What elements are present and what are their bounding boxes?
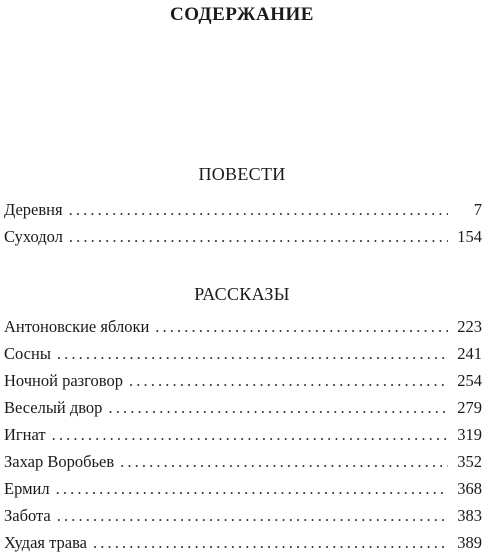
toc-entry[interactable]	[4, 502, 482, 529]
toc-entry[interactable]	[4, 394, 482, 421]
toc-entry-page: 254	[457, 371, 482, 390]
toc-entry-title: Ночной разговор	[4, 371, 123, 390]
toc-entry[interactable]	[4, 367, 482, 394]
toc-entry-page: 241	[457, 344, 482, 363]
toc-entry-page: 383	[457, 506, 482, 525]
toc-entry[interactable]	[4, 313, 482, 340]
toc-entry-title: Худая трава	[4, 533, 87, 552]
toc-entry[interactable]	[4, 223, 482, 250]
toc-entry-title: Сосны	[4, 344, 51, 363]
dot-leader	[129, 367, 448, 394]
toc-entry-title: Захар Воробьев	[4, 452, 115, 471]
toc-list-povesti	[4, 196, 482, 250]
dot-leader	[120, 448, 448, 475]
toc-entry-page: 319	[457, 425, 482, 444]
toc-entry[interactable]	[4, 475, 482, 502]
dot-leader	[69, 223, 448, 250]
dot-leader	[69, 196, 448, 223]
toc-entry-page: 368	[457, 479, 482, 498]
section-heading-rasskazy: РАССКАЗЫ	[194, 284, 290, 304]
page-title: СОДЕРЖАНИЕ	[170, 4, 314, 25]
toc-entry-title: Ермил	[4, 479, 50, 498]
dot-leader	[57, 502, 448, 529]
dot-leader	[155, 313, 448, 340]
toc-list-rasskazy	[4, 313, 482, 556]
toc-entry[interactable]	[4, 421, 482, 448]
toc-entry-title: Забота	[4, 506, 51, 525]
toc-entry-page: 352	[457, 452, 482, 471]
toc-entry-page: 154	[457, 227, 482, 246]
toc-entry[interactable]	[4, 448, 482, 475]
toc-entry-page: 389	[457, 533, 482, 552]
toc-entry[interactable]	[4, 340, 482, 367]
toc-entry-page: 7	[473, 200, 482, 219]
toc-entry-title: Веселый двор	[4, 398, 103, 417]
toc-entry-title: Суходол	[4, 227, 63, 246]
section-heading-povesti: ПОВЕСТИ	[198, 164, 286, 184]
toc-entry[interactable]	[4, 196, 482, 223]
toc-entry-page: 223	[457, 317, 482, 336]
toc-entry-page: 279	[457, 398, 482, 417]
dot-leader	[108, 394, 448, 421]
toc-entry-title: Антоновские яблоки	[4, 317, 150, 336]
dot-leader	[57, 340, 448, 367]
toc-entry-title: Деревня	[4, 200, 63, 219]
dot-leader	[93, 529, 448, 556]
dot-leader	[52, 421, 448, 448]
toc-entry-title: Игнат	[4, 425, 46, 444]
dot-leader	[56, 475, 448, 502]
toc-entry[interactable]	[4, 529, 482, 556]
